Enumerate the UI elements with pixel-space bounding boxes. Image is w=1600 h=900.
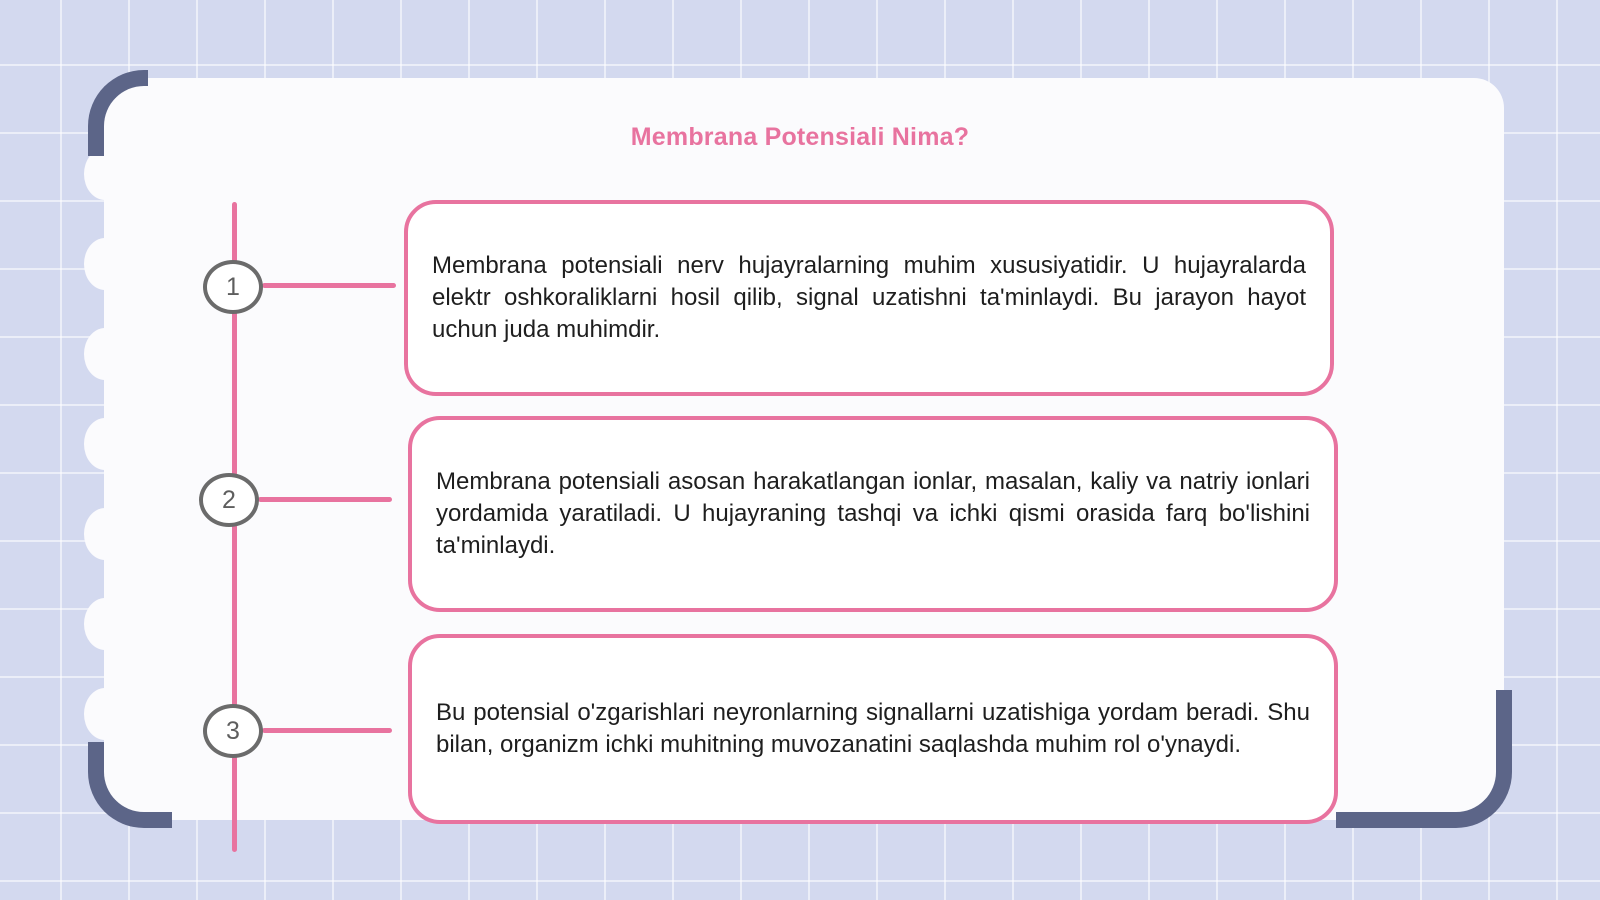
step-text-2: Membrana potensiali asosan harakatlangan ionlar, masalan, kaliy va natriy ionlari yordamida yaratiladi. U hujayraning tashqi va ichki qismi orasida farq bo'lishini ta'minlaydi. <box>436 468 1310 559</box>
scallop-edge <box>84 328 126 380</box>
scallop-edge <box>84 688 126 740</box>
scallop-edge <box>84 508 126 560</box>
step-text-3: Bu potensial o'zgarishlari neyronlarning signallarni uzatishiga yordam beradi. Shu bilan, organizm ichki muhitning muvozanatini saqlashda muhim rol o'ynaydi. <box>436 699 1310 758</box>
timeline-connector-1 <box>262 283 396 288</box>
scallop-edge <box>84 418 126 470</box>
corner-bracket-bottom-left <box>88 742 172 828</box>
step-number-2: 2 <box>199 473 259 527</box>
corner-bracket-bottom-right <box>1336 690 1512 828</box>
slide-title: Membrana Potensiali Nima? <box>630 123 970 151</box>
timeline-connector-2 <box>258 497 392 502</box>
step-box-1 <box>404 200 1334 396</box>
step-number-3: 3 <box>203 704 263 758</box>
step-box-2 <box>408 416 1338 612</box>
timeline-connector-3 <box>262 728 392 733</box>
scallop-edge <box>84 598 126 650</box>
step-box-3 <box>408 634 1338 824</box>
step-text-1: Membrana potensiali nerv hujayralarning muhim xususiyatidir. U hujayralarda elektr oshkoraliklarni hosil qilib, signal uzatishni ta'minlaydi. Bu jarayon hayot uchun juda muhimdir. <box>432 252 1306 343</box>
step-number-1: 1 <box>203 260 263 314</box>
scallop-edge <box>84 238 126 290</box>
